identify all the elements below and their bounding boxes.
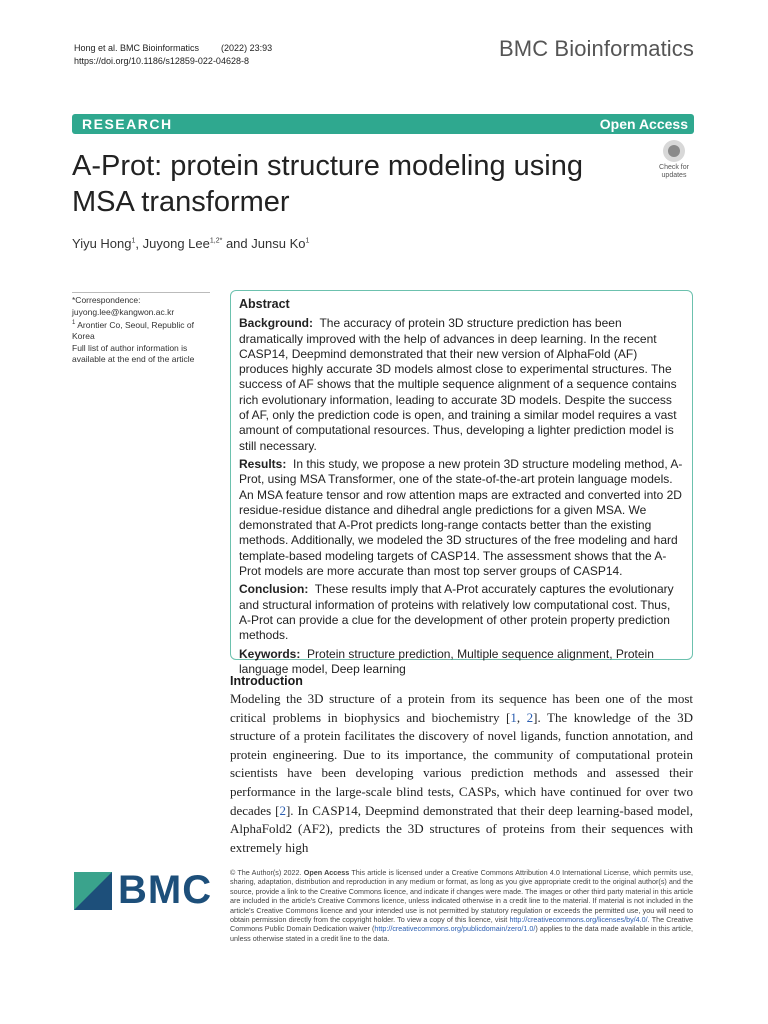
background-label: Background: <box>239 316 314 331</box>
conclusion-text: These results imply that A-Prot accurately captures the evolutionary and structural information of proteins with relatively low computational cost. Thus, A-Prot can provide a clue for the development of other protein property prediction methods. <box>239 582 674 643</box>
intro-text: ]. The knowledge of the 3D structure of a protein facilitates the discovery of novel ligands, function annotation, and protein engineering. Due to its importance, the community of computational protein scientists have been developing various prediction methods and assessed their performance in the large-scale blind tests, CASPs, which have continued for over two decades [ <box>230 709 693 818</box>
license-text: ) applies to the data made available in this article, unless otherwise stated in a credit line to the data. <box>230 924 694 943</box>
article-title: A-Prot: protein structure modeling using MSA transformer <box>72 150 583 218</box>
public-domain-link[interactable]: http://creativecommons.org/publicdomain/zero/1.0/ <box>374 924 536 934</box>
citation-link[interactable]: 2 <box>279 802 286 818</box>
license-text: . The Creative Commons Public Domain Dedication waiver ( <box>230 915 693 934</box>
abstract-heading: Abstract <box>239 297 290 311</box>
running-header <box>74 42 272 68</box>
author-name[interactable]: Yiyu Hong <box>72 236 132 251</box>
introduction-heading: Introduction <box>230 674 303 688</box>
bmc-logo-icon <box>74 872 112 910</box>
abstract-conclusion <box>239 582 684 643</box>
author-name[interactable]: Junsu Ko <box>251 236 306 251</box>
results-text: In this study, we propose a new protein 3D structure modeling method, A-Prot, using MSA Transformer, one of the state-of-the-art protein language models. An MSA feature tensor and row attention maps are extracted and converted into 2D residue-residue distance and dihedral angle predictions for a given MSA. We demonstrated that A-Prot predicts long-range contacts better than the existing methods. Additionally, we modeled the 3D structures of the free modeling and hard template-based modeling targets of CASP14. The assessment shows that the A-Prot models are more accurate than most top server groups of CASP14. <box>239 456 683 579</box>
abstract-background <box>239 316 684 454</box>
author-list <box>72 236 309 251</box>
affiliation-text: Arontier Co, Seoul, Republic of Korea <box>72 319 194 342</box>
intro-text: ]. In CASP14, Deepmind demonstrated that their deep learning-based model, AlphaFold2 (AF2), predicts the 3D structures of proteins from their sequences with extremely high <box>230 802 694 855</box>
author-separator: , <box>135 236 143 251</box>
license-notice <box>230 868 693 943</box>
citation-link[interactable]: 1 <box>510 709 517 725</box>
section-label: RESEARCH <box>82 116 173 132</box>
results-label: Results: <box>239 456 287 471</box>
year-volume: (2022) 23:93 <box>221 43 273 53</box>
license-open-access: Open Access <box>303 868 350 877</box>
intro-text: Modeling the 3D structure of a protein from its sequence has been one of the most critical problems in biophysics and biochemistry [ <box>230 691 693 725</box>
abstract-keywords <box>239 647 684 678</box>
author-separator: and <box>222 236 252 251</box>
bmc-logo-text: BMC <box>118 868 213 912</box>
journal-name: BMC Bioinformatics <box>499 36 694 61</box>
check-for-updates-button[interactable] <box>654 140 694 182</box>
citation-link[interactable]: 2 <box>526 709 534 725</box>
author-affiliation: 1 <box>131 237 136 245</box>
license-text: © The Author(s) 2022. <box>230 868 302 877</box>
abstract-box <box>230 290 693 676</box>
license-link[interactable]: http://creativecommons.org/licenses/by/4.0/ <box>509 915 648 925</box>
affiliation <box>72 318 210 343</box>
conclusion-label: Conclusion: <box>239 582 309 597</box>
keywords-text: Protein structure prediction, Multiple sequence alignment, Protein language model, Deep learning <box>239 646 654 676</box>
doi-link[interactable]: https://doi.org/10.1186/s12859-022-04628-8 <box>74 56 249 66</box>
check-updates-label: Check for updates <box>659 164 689 179</box>
affiliation-number: 1 <box>72 320 76 326</box>
citation-separator: , <box>516 709 527 725</box>
citation: Hong et al. BMC Bioinformatics <box>74 43 200 53</box>
check-updates-icon <box>663 140 685 162</box>
correspondence-email[interactable]: juyong.lee@kangwon.ac.kr <box>72 306 175 317</box>
section-bar <box>72 114 694 134</box>
author-info-note: Full list of author information is available at the end of the article <box>72 342 195 365</box>
correspondence-sidebar <box>72 292 210 366</box>
bmc-logo <box>74 868 214 912</box>
background-text: The accuracy of protein 3D structure prediction has been dramatically improved with the help of advances in deep learning. In the recent CASP14, Deepmind demonstrated that their new version of AlphaFold (AF) produces highly accurate 3D models almost close to experimental structures. The success of AF shows that the multiple sequence alignment of a sequence contains rich evolutionary information, leading to accurate 3D models. Despite the success of AF, only the prediction code is open, and training a similar model requires a vast amount of computational resources. Thus, developing a lighter prediction model is still necessary. <box>239 316 677 453</box>
license-text: This article is licensed under a Creative Commons Attribution 4.0 International License, which permits use, sharing, adaptation, distribution and reproduction in any medium or format, as long as you give appropriate credit to the original author(s) and the source, provide a link to the Creative Commons licence, and indicate if changes were made. The images or other third party material in this article are included in the article's Creative Commons licence, unless indicated otherwise in a credit line to the material. If material is not included in the article's Creative Commons licence and your intended use is not permitted by statutory regulation or exceeds the permitted use, you will need to obtain permission directly from the copyright holder. To view a copy of this licence, visit <box>230 868 693 925</box>
keywords-label: Keywords: <box>239 646 301 661</box>
open-access-label: Open Access <box>599 116 688 132</box>
author-name[interactable]: Juyong Lee <box>142 236 210 251</box>
correspondence-label: *Correspondence: <box>72 295 141 305</box>
abstract-results <box>239 457 684 579</box>
author-affiliation: 1,2* <box>209 237 223 245</box>
introduction-paragraph <box>230 690 693 857</box>
author-affiliation: 1 <box>305 237 310 245</box>
